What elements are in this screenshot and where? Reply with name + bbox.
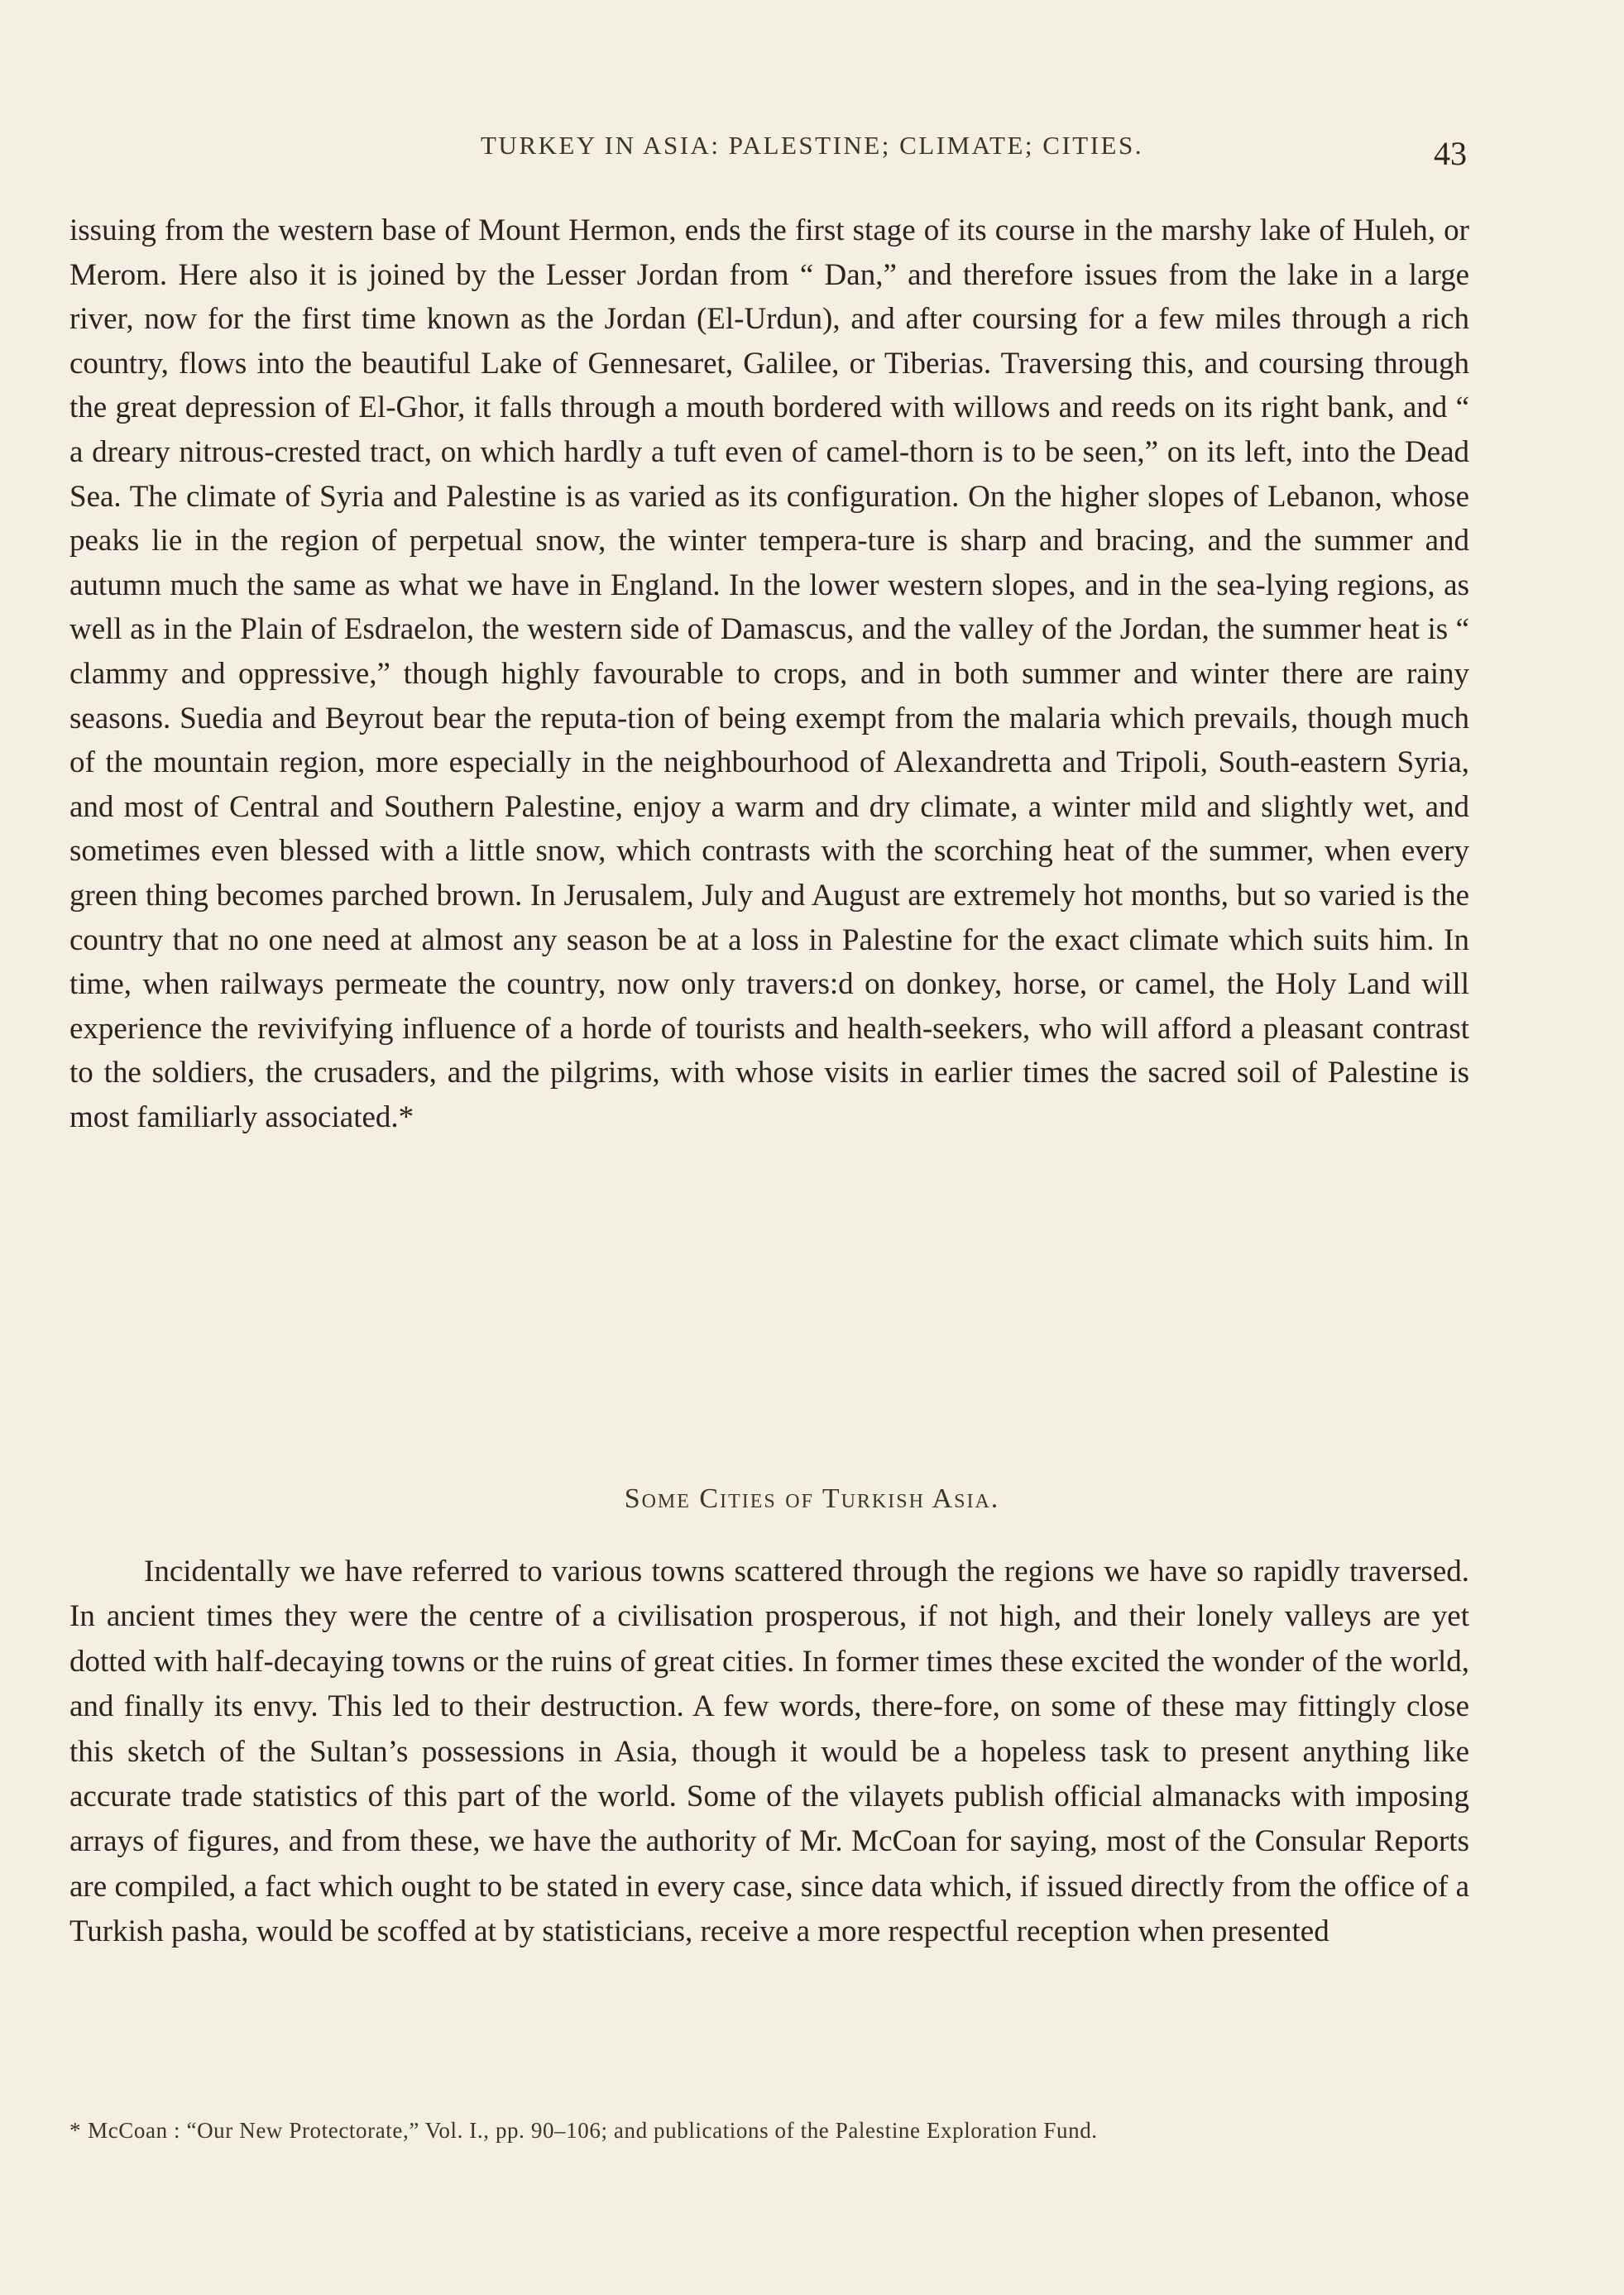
footnote-text: McCoan : “Our New Protectorate,” Vol. I., pp. 90–106; and publications of the Palestine Exploration Fund. <box>88 2118 1098 2143</box>
running-title: TURKEY IN ASIA: PALESTINE; CLIMATE; CITIES. <box>481 131 1143 160</box>
footnote-marker: * <box>69 2118 82 2143</box>
paragraph-cities: Incidentally we have referred to various towns scattered through the regions we have so rapidly traversed. In ancient times they were the centre of a civilisation prosperous, if not high, and their lonely valleys are yet dotted with half-decaying towns or the ruins of great cities. In former times these excited the wonder of the world, and finally its envy. This led to their destruction. A few words, there-fore, on some of these may fittingly close this sketch of the Sultan’s possessions in Asia, though it would be a hopeless task to present anything like accurate trade statistics of this part of the world. Some of the vilayets publish official almanacks with imposing arrays of figures, and from these, we have the authority of Mr. McCoan for saying, most of the Consular Reports are compiled, a fact which ought to be stated in every case, since data which, if issued directly from the office of a Turkish pasha, would be scoffed at by statisticians, receive a more respectful reception when presented <box>69 1555 1469 1949</box>
section-heading: Some Cities of Turkish Asia. <box>624 1483 1000 1514</box>
page-number: 43 <box>1434 135 1467 172</box>
second-text-block <box>69 1550 1469 1955</box>
paragraph-climate: issuing from the western base of Mount Hermon, ends the first stage of its course in the marshy lake of Huleh, or Merom. Here also it is joined by the Lesser Jordan from “ Dan,” and therefore issues from the lake in a large river, now for the first time known as the Jordan (El-Urdun), and after coursing for a few miles through a rich country, flows into the beautiful Lake of Gennesaret, Galilee, or Tiberias. Traversing this, and coursing through the great depression of El-Ghor, it falls through a mouth bordered with willows and reeds on its right bank, and “ a dreary nitrous-crested tract, on which hardly a tuft even of camel-thorn is to be seen,” on its left, into the Dead Sea. The climate of Syria and Palestine is as varied as its configuration. On the higher slopes of Lebanon, whose peaks lie in the region of perpetual snow, the winter tempera-ture is sharp and bracing, and the summer and autumn much the same as what we have in England. In the lower western slopes, and in the sea-lying regions, as well as in the Plain of Esdraelon, the western side of Damascus, and the valley of the Jordan, the summer heat is “ clammy and oppressive,” though highly favourable to crops, and in both summer and winter there are rainy seasons. Suedia and Beyrout bear the reputa-tion of being exempt from the malaria which prevails, though much of the mountain region, more especially in the neighbourhood of Alexandretta and Tripoli, South-eastern Syria, and most of Central and Southern Palestine, enjoy a warm and dry climate, a winter mild and slightly wet, and sometimes even blessed with a little snow, which contrasts with the scorching heat of the summer, when every green thing becomes parched brown. In Jerusalem, July and August are extremely hot months, but so varied is the country that no one need at almost any season be at a loss in Palestine for the exact climate which suits him. In time, when railways permeate the country, now only travers:d on donkey, horse, or camel, the Holy Land will experience the revivifying influence of a horde of tourists and health-seekers, who will afford a pleasant contrast to the soldiers, the crusaders, and the pilgrims, with whose visits in earlier times the sacred soil of Palestine is most familiarly associated.* <box>69 213 1469 1134</box>
running-head <box>0 131 1624 172</box>
footnote <box>69 2118 1476 2144</box>
main-text-block <box>69 208 1469 1139</box>
